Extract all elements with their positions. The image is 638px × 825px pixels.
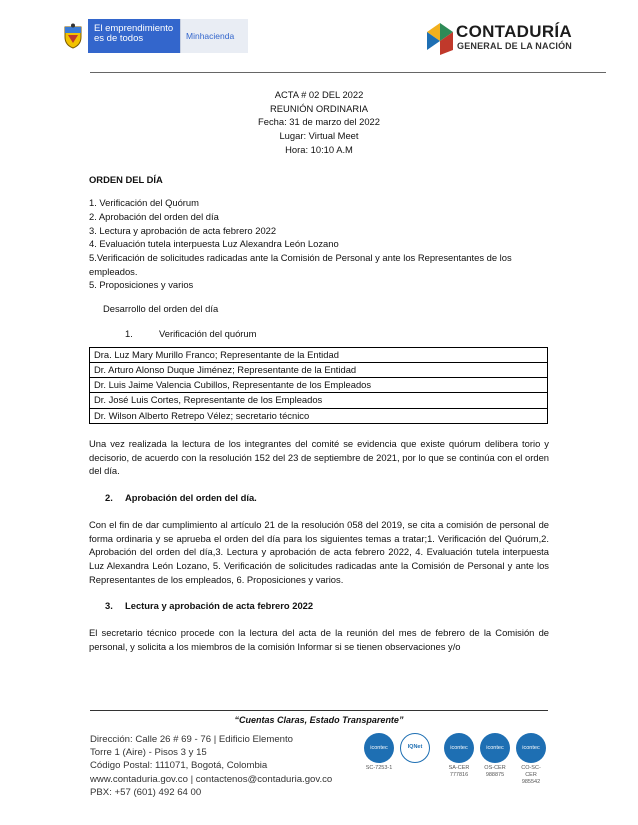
gov-slogan-line1: El emprendimiento — [94, 23, 174, 34]
section1-title: Verificación del quórum — [159, 327, 257, 339]
address-line: Dirección: Calle 26 # 69 - 76 | Edificio Elemento — [90, 734, 293, 745]
member-cell: Dr. Arturo Alonso Duque Jiménez; Representante de la Entidad — [90, 362, 548, 377]
section1-number: 1. — [125, 327, 133, 339]
agenda-item: 4. Evaluación tutela interpuesta Luz Alexandra León Lozano — [89, 238, 339, 250]
members-table — [89, 347, 548, 424]
meeting-type: REUNIÓN ORDINARIA — [270, 102, 368, 114]
coat-of-arms-icon — [58, 19, 88, 53]
cert-name: IQNet — [400, 733, 430, 763]
section2-heading — [89, 491, 549, 505]
footer-address — [90, 733, 332, 799]
agenda-item: 3. Lectura y aprobación de acta febrero 2022 — [89, 224, 277, 236]
ministry-label: Minhacienda — [180, 19, 248, 53]
member-cell: Dr. José Luis Cortes, Representante de los Empleados — [90, 393, 548, 408]
table-row — [90, 378, 548, 393]
icontec-cert-icon — [516, 733, 546, 786]
cert-code: SA-CER 777816 — [448, 765, 470, 778]
section3-title: Lectura y aprobación de acta febrero 2022 — [125, 600, 314, 612]
section1-paragraph: Una vez realizada la lectura de los integrantes del comité se evidencia que existe quórum delibera torio y decisorio, de acuerdo con la resolución 152 del 23 de septiembre de 2021, por lo que se continúa con el orden del día. — [89, 438, 549, 477]
government-badge — [58, 19, 248, 53]
phone-line: PBX: +57 (601) 492 64 00 — [90, 786, 202, 798]
org-name: CONTADURÍA — [456, 22, 573, 41]
section3-number: 3. — [105, 600, 113, 612]
contaduria-logo-icon — [426, 22, 454, 56]
gov-slogan — [88, 19, 180, 53]
table-row — [90, 362, 548, 377]
certification-logos — [358, 733, 548, 793]
cert-code: OS-CER 988875 — [484, 765, 506, 778]
icontec-cert-icon — [364, 733, 394, 772]
member-cell: Dra. Luz Mary Murillo Franco; Representante de la Entidad — [90, 347, 548, 362]
meeting-date: Fecha: 31 de marzo del 2022 — [258, 116, 380, 128]
header-divider — [90, 72, 606, 73]
development-heading: Desarrollo del orden del día — [103, 303, 219, 315]
icontec-cert-icon — [444, 733, 474, 779]
cert-code: SC-7253-1 — [365, 765, 393, 771]
footer-divider — [90, 710, 548, 711]
footer-slogan: “Cuentas Claras, Estado Transparente” — [234, 715, 404, 725]
agenda-item: 1. Verificación del Quórum — [89, 197, 199, 209]
table-row — [90, 347, 548, 362]
address-line: Torre 1 (Aire) - Pisos 3 y 15 — [90, 747, 207, 759]
section2-paragraph: Con el fin de dar cumplimiento al artículo 21 de la resolución 058 del 2019, se cita a comisión de personal de forma ordinaria y se aprueba el orden del día para los siguientes temas a tratar;1. Verificación del Quórum,2. Aprobación del orden del día,3. Lectura y aprobación de acta febrero 2022, 4. Evaluación tutela interpuesta Luz Alexandra León Lozano, 5. Verificación de solicitudes radicadas ante la Comisión de Personal y ante los Representantes de los empleados, 6. Proposiciones y varios. — [89, 518, 549, 585]
agenda-item: 5.Verificación de solicitudes radicadas ante la Comisión de Personal y ante los Representantes de los empleados. — [89, 252, 512, 277]
table-row — [90, 408, 548, 423]
title-block — [89, 88, 549, 157]
cert-name: icontec — [516, 733, 546, 763]
icontec-cert-icon — [480, 733, 510, 779]
document-body — [89, 88, 549, 653]
table-row — [90, 393, 548, 408]
member-cell: Dr. Wilson Alberto Retrepo Vélez; secretario técnico — [90, 408, 548, 423]
act-number: ACTA # 02 DEL 2022 — [274, 89, 364, 100]
agenda-list — [89, 196, 549, 292]
org-subtitle: GENERAL DE LA NACIÓN — [457, 41, 573, 51]
agenda-item: 2. Aprobación del orden del día — [89, 210, 219, 222]
cert-name: icontec — [364, 733, 394, 763]
iqnet-cert-icon — [400, 733, 430, 765]
section3-heading — [89, 599, 549, 613]
section3-paragraph: El secretario técnico procede con la lectura del acta de la reunión del mes de febrero de la Comisión de personal, y solicita a los miembros de la comisión Informar si se tienen observaciones y/o — [89, 627, 549, 652]
section2-title: Aprobación del orden del día. — [125, 492, 257, 504]
address-line: Código Postal: 111071, Bogotá, Colombia — [90, 760, 268, 772]
member-cell: Dr. Luis Jaime Valencia Cubillos, Representante de los Empleados — [90, 378, 548, 393]
section1-heading — [89, 327, 549, 341]
meeting-place: Lugar: Virtual Meet — [279, 130, 359, 142]
cert-name: icontec — [444, 733, 474, 763]
gov-slogan-line2: es de todos — [94, 33, 144, 44]
website-email-line[interactable]: www.contaduria.gov.co | contactenos@contaduria.gov.co — [90, 773, 333, 785]
agenda-item: 5. Proposiciones y varios — [89, 279, 194, 291]
cert-name: icontec — [480, 733, 510, 763]
agenda-heading: ORDEN DEL DÍA — [89, 173, 163, 185]
section2-number: 2. — [105, 492, 113, 504]
meeting-time: Hora: 10:10 A.M — [285, 143, 353, 155]
cert-code: CO-SC-CER 985542 — [521, 765, 541, 785]
